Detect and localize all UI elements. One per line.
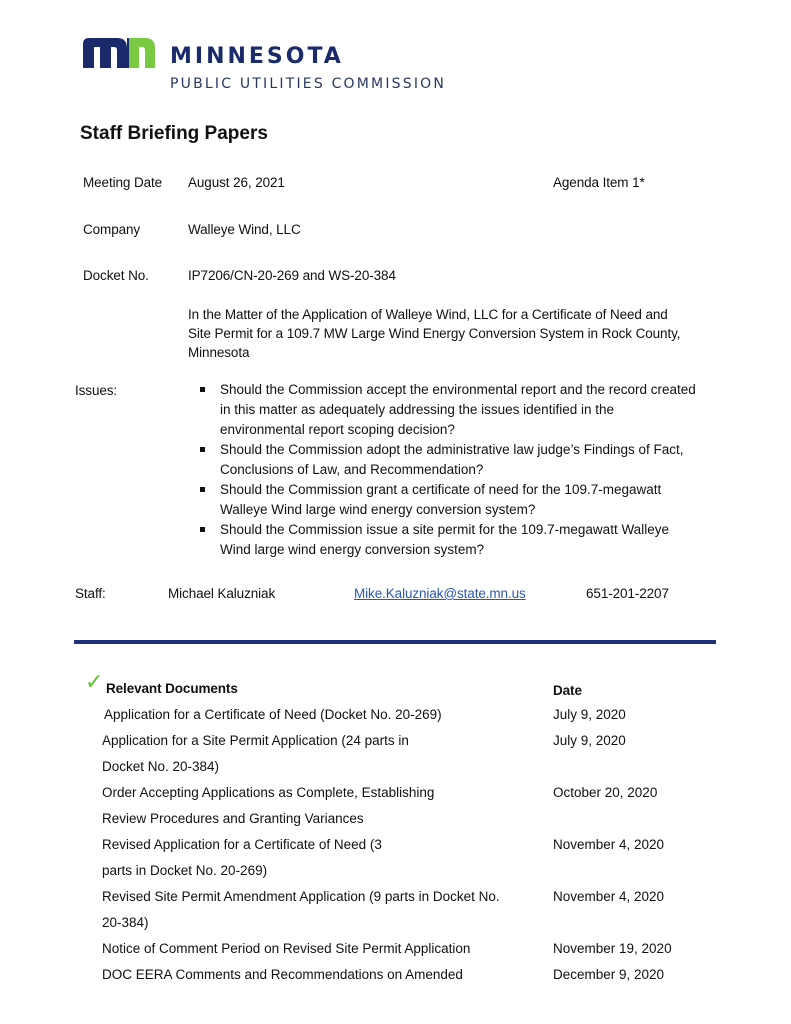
staff-phone: 651-201-2207 [586, 586, 669, 601]
relevant-documents-heading: Relevant Documents [106, 681, 238, 696]
staff-name: Michael Kaluzniak [168, 586, 276, 601]
document-title: Notice of Comment Period on Revised Site Permit Application [102, 941, 471, 956]
issues-label: Issues: [75, 383, 118, 398]
docket-label: Docket No. [83, 268, 149, 283]
document-title: Revised Application for a Certificate of Need (3 parts in Docket No. 20-269) [102, 837, 382, 878]
issue-text: Should the Commission grant a certificate of need for the 109.7-megawatt Walleye Wind large wind energy conversion system? [220, 482, 662, 517]
staff-email-link[interactable]: Mike.Kaluzniak@state.mn.us [354, 586, 526, 601]
issue-item [200, 480, 700, 520]
document-date: November 4, 2020 [553, 837, 665, 852]
issue-item [200, 440, 700, 480]
document-title: DOC EERA Comments and Recommendations on Amended [102, 967, 463, 982]
issue-text: Should the Commission accept the environmental report and the record created in this matter as adequately addressing the issues identified in the environmental report scoping decision? [220, 382, 696, 437]
document-date: July 9, 2020 [553, 733, 626, 748]
page-title: Staff Briefing Papers [80, 123, 268, 144]
docket-value: IP7206/CN-20-269 and WS-20-384 [188, 268, 396, 283]
document-date: October 20, 2020 [553, 785, 658, 800]
issues-list [200, 380, 700, 560]
document-date: July 9, 2020 [553, 707, 626, 722]
company-label: Company [83, 222, 141, 237]
bullet-icon [200, 387, 205, 392]
bullet-icon [200, 447, 205, 452]
checkmark-icon: ✓ [85, 669, 104, 694]
org-subtitle: PUBLIC UTILITIES COMMISSION [170, 76, 447, 92]
matter-description-line-3: Minnesota [188, 345, 250, 360]
document-title: Revised Site Permit Amendment Application (9 parts in Docket No. 20-384) [102, 889, 500, 930]
document-date: December 9, 2020 [553, 967, 665, 982]
matter-description-line-1: In the Matter of the Application of Walleye Wind, LLC for a Certificate of Need and [188, 307, 668, 322]
meeting-date-label: Meeting Date [83, 175, 163, 190]
date-column-heading: Date [553, 683, 582, 698]
staff-label: Staff: [75, 586, 106, 601]
document-date: November 19, 2020 [553, 941, 672, 956]
section-divider [74, 640, 716, 644]
issue-text: Should the Commission issue a site permit for the 109.7-megawatt Walleye Wind large wind energy conversion system? [220, 522, 669, 557]
issue-item [200, 380, 700, 440]
document-title: Order Accepting Applications as Complete, Establishing Review Procedures and Granting Variances [102, 785, 435, 826]
company-value: Walleye Wind, LLC [188, 222, 301, 237]
issue-text: Should the Commission adopt the administrative law judge’s Findings of Fact, Conclusions of Law, and Recommendation? [220, 442, 684, 477]
document-title: Application for a Site Permit Application (24 parts in Docket No. 20-384) [102, 733, 409, 774]
issue-item [200, 520, 700, 560]
document-title: Application for a Certificate of Need (Docket No. 20-269) [104, 707, 442, 722]
agenda-item: Agenda Item 1* [553, 175, 645, 190]
mn-logo-mark-icon [83, 38, 155, 68]
bullet-icon [200, 487, 205, 492]
org-name: MINNESOTA [170, 44, 344, 69]
bullet-icon [200, 527, 205, 532]
document-date: November 4, 2020 [553, 889, 665, 904]
matter-description-line-2: Site Permit for a 109.7 MW Large Wind Energy Conversion System in Rock County, [188, 326, 681, 341]
meeting-date-value: August 26, 2021 [188, 175, 285, 190]
